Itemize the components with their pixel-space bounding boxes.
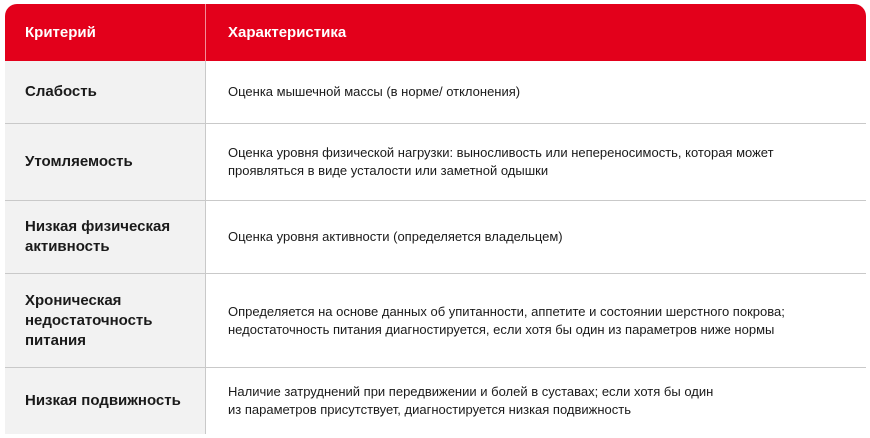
criterion-text: Низкая подвижность <box>25 392 181 409</box>
row-description <box>205 368 866 434</box>
table-header <box>5 4 866 61</box>
criterion-text: Низкая физическая активность <box>25 218 171 255</box>
row-description <box>205 201 866 273</box>
table-row <box>5 61 866 124</box>
description-text: Оценка мышечной массы (в норме/ отклонения) <box>228 84 521 99</box>
table-row <box>5 368 866 434</box>
row-criterion <box>5 61 205 123</box>
row-criterion <box>5 124 205 200</box>
description-text: Оценка уровня активности (определяется владельцем) <box>228 229 563 244</box>
table-row <box>5 201 866 274</box>
criteria-table <box>5 4 866 434</box>
header-characteristic: Характеристика <box>205 4 866 61</box>
row-description <box>205 124 866 200</box>
table-row <box>5 124 866 201</box>
row-criterion <box>5 201 205 273</box>
criterion-text: Слабость <box>25 83 97 100</box>
row-description <box>205 61 866 123</box>
table-row <box>5 274 866 368</box>
row-criterion <box>5 368 205 434</box>
header-criterion: Критерий <box>25 24 96 41</box>
description-text: Определяется на основе данных об упитанности, аппетите и состоянии шерстного покрова; недостаточность питания диагностируется, если хотя бы один из параметров ниже нормы <box>228 303 785 337</box>
description-text: Оценка уровня физической нагрузки: выносливость или непереносимость, которая может проявляться в виде усталости или заметной одышки <box>228 145 774 178</box>
criterion-text: Утомляемость <box>25 153 133 170</box>
row-criterion <box>5 274 205 367</box>
row-description <box>205 274 866 367</box>
criterion-text: Хроническая недостаточность питания <box>25 291 153 349</box>
description-text: Наличие затруднений при передвижении и болей в суставах; если хотя бы один из параметров присутствует, диагностируется низкая подвижность <box>228 384 714 417</box>
